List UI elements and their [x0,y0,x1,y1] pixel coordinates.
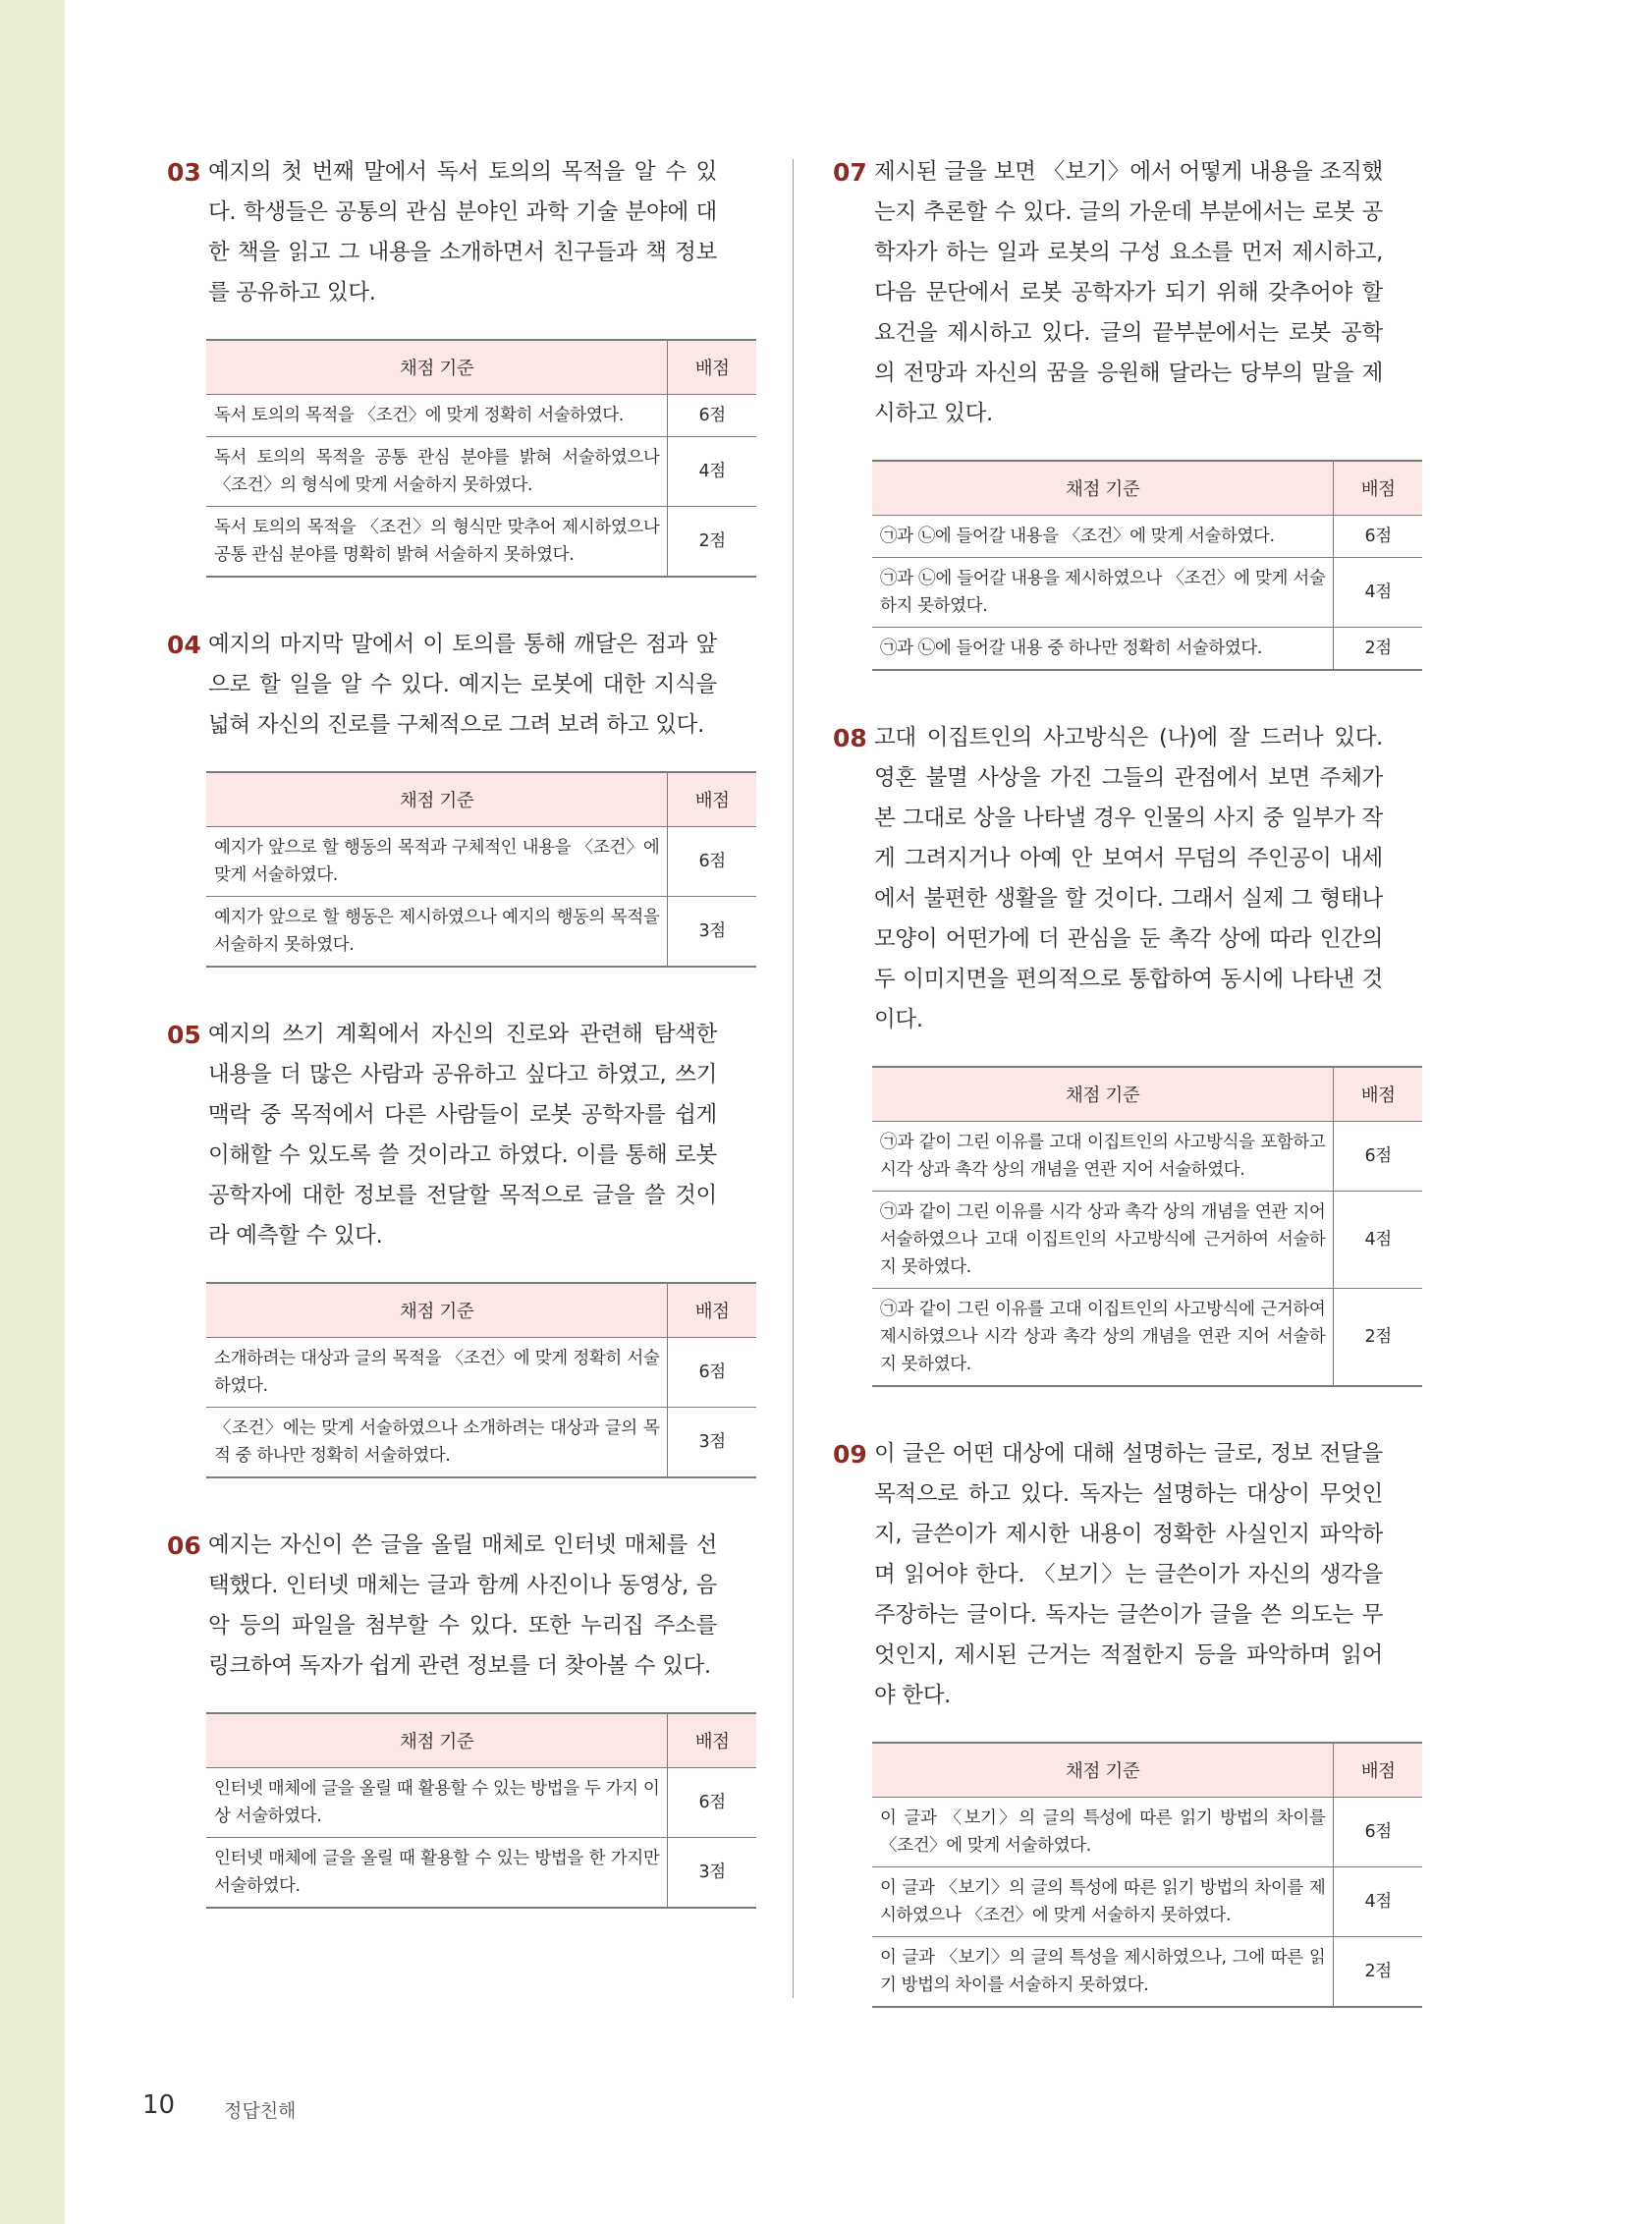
table-row [872,1122,1422,1192]
score-cell: 4점 [1334,1192,1422,1289]
question-explanation: 제시된 글을 보면 〈보기〉에서 어떻게 내용을 조직했는지 추론할 수 있다. 글의 가운데 부분에서는 로봇 공학자가 하는 일과 로봇의 구성 요소를 먼저 제시하고, 다음 문단에서 로봇 공학자가 되기 위해 갖추어야 할 요건을 제시하고 있다. 글의 끝부분에서는 로봇 공학의 전망과 자신의 꿈을 응원해 달라는 당부의 말을 제시하고 있다. [874,159,1383,426]
criteria-cell: ㉠과 같이 그린 이유를 고대 이집트인의 사고방식을 포함하고 시각 상과 촉각 상의 개념을 연관 지어 서술하였다. [872,1122,1334,1192]
score-cell: 2점 [1334,628,1422,671]
criteria-cell: 독서 토의의 목적을 공통 관심 분야를 밝혀 서술하였으나 〈조건〉의 형식에 맞게 서술하지 못하였다. [206,437,668,507]
score-cell: 4점 [668,437,756,507]
score-header: 배점 [1334,1067,1422,1122]
score-cell: 3점 [668,1408,756,1478]
question-number: 07 [833,158,867,187]
score-cell: 6점 [1334,516,1422,558]
table-row [872,558,1422,628]
question-08 [833,718,1383,1040]
question-explanation: 예지의 마지막 말에서 이 토의를 통해 깨달은 점과 앞으로 할 일을 알 수 있다. 예지는 로봇에 대한 지식을 넓혀 자신의 진로를 구체적으로 그려 보려 하고 있다. [208,632,717,738]
criteria-cell: ㉠과 ㉡에 들어갈 내용 중 하나만 정확히 서술하였다. [872,628,1334,671]
score-cell: 4점 [1334,1867,1422,1937]
score-cell: 6점 [1334,1798,1422,1867]
question-explanation: 예지는 자신이 쓴 글을 올릴 매체로 인터넷 매체를 선택했다. 인터넷 매체는 글과 함께 사진이나 동영상, 음악 등의 파일을 첨부할 수 있다. 또한 누리집 주소를 링크하여 독자가 쉽게 관련 정보를 더 찾아볼 수 있다. [208,1532,717,1679]
question-explanation: 고대 이집트인의 사고방식은 (나)에 잘 드러나 있다. 영혼 불멸 사상을 가진 그들의 관점에서 보면 주체가 본 그대로 상을 나타낼 경우 인물의 사지 중 일부가 작게 그려지거나 아예 안 보여서 무덤의 주인공이 내세에서 불편한 생활을 할 것이다. 그래서 실제 그 형태나 모양이 어떤가에 더 관심을 둔 촉각 상에 따라 인간의 두 이미지면을 편의적으로 통합하여 동시에 나타낸 것이다. [874,725,1383,1032]
criteria-header: 채점 기준 [206,1713,668,1768]
score-header: 배점 [668,1713,756,1768]
question-number: 05 [167,1021,201,1049]
table-row [206,827,756,897]
criteria-cell: ㉠과 ㉡에 들어갈 내용을 제시하였으나 〈조건〉에 맞게 서술하지 못하였다. [872,558,1334,628]
score-header: 배점 [668,1283,756,1338]
score-cell: 6점 [1334,1122,1422,1192]
table-row [872,1937,1422,2008]
score-cell: 2점 [668,507,756,578]
section-title: 정답친해 [224,2100,297,2122]
score-cell: 3점 [668,1838,756,1909]
table-header-row [206,1713,756,1768]
criteria-header: 채점 기준 [872,461,1334,516]
scoring-table-09 [872,1742,1422,2008]
table-row [206,1838,756,1909]
table-row [206,437,756,507]
question-number: 06 [167,1531,201,1560]
criteria-cell: 소개하려는 대상과 글의 목적을 〈조건〉에 맞게 정확히 서술하였다. [206,1338,668,1408]
question-explanation: 이 글은 어떤 대상에 대해 설명하는 글로, 정보 전달을 목적으로 하고 있다. 독자는 설명하는 대상이 무엇인지, 글쓴이가 제시한 내용이 정확한 사실인지 파악하며 읽어야 한다. 〈보기〉는 글쓴이가 자신의 생각을 주장하는 글이다. 독자는 글쓴이가 글을 쓴 의도는 무엇인지, 제시된 근거는 적절한지 등을 파악하며 읽어야 한다. [874,1441,1383,1708]
table-row [206,507,756,578]
criteria-header: 채점 기준 [872,1067,1334,1122]
table-row [206,897,756,968]
table-header-row [872,1743,1422,1798]
question-number: 03 [167,158,201,187]
score-cell: 6점 [668,827,756,897]
question-05 [167,1015,717,1256]
score-header: 배점 [668,772,756,827]
side-color-strip [0,0,65,2224]
criteria-cell: 독서 토의의 목적을 〈조건〉의 형식만 맞추어 제시하였으나 공통 관심 분야를 명확히 밝혀 서술하지 못하였다. [206,507,668,578]
criteria-header: 채점 기준 [206,1283,668,1338]
criteria-cell: 이 글과 〈보기〉의 글의 특성에 따른 읽기 방법의 차이를 제시하였으나 〈조건〉에 맞게 서술하지 못하였다. [872,1867,1334,1937]
table-row [206,395,756,437]
table-row [872,1289,1422,1387]
criteria-cell: 인터넷 매체에 글을 올릴 때 활용할 수 있는 방법을 한 가지만 서술하였다. [206,1838,668,1909]
scoring-table-05 [206,1282,756,1478]
table-row [872,1867,1422,1937]
right-column [833,152,1396,2008]
criteria-cell: ㉠과 같이 그린 이유를 시각 상과 촉각 상의 개념을 연관 지어 서술하였으나 고대 이집트인의 사고방식에 근거하여 서술하지 못하였다. [872,1192,1334,1289]
table-row [206,1338,756,1408]
question-number: 08 [833,724,867,752]
question-explanation: 예지의 첫 번째 말에서 독서 토의의 목적을 알 수 있다. 학생들은 공통의 관심 분야인 과학 기술 분야에 대한 책을 읽고 그 내용을 소개하면서 친구들과 책 정보를 공유하고 있다. [208,159,717,306]
question-06 [167,1526,717,1687]
column-divider [793,159,794,1998]
table-row [872,1192,1422,1289]
table-header-row [872,1067,1422,1122]
criteria-cell: 예지가 앞으로 할 행동은 제시하였으나 예지의 행동의 목적을 서술하지 못하였다. [206,897,668,968]
criteria-cell: 이 글과 〈보기〉의 글의 특성에 따른 읽기 방법의 차이를 〈조건〉에 맞게 서술하였다. [872,1798,1334,1867]
scoring-table-03 [206,339,756,578]
criteria-cell: 이 글과 〈보기〉의 글의 특성을 제시하였으나, 그에 따른 읽기 방법의 차이를 서술하지 못하였다. [872,1937,1334,2008]
left-column [167,152,730,1909]
criteria-cell: ㉠과 같이 그린 이유를 고대 이집트인의 사고방식에 근거하여 제시하였으나 시각 상과 촉각 상의 개념을 연관 지어 서술하지 못하였다. [872,1289,1334,1387]
score-cell: 2점 [1334,1937,1422,2008]
question-number: 09 [833,1440,867,1469]
question-03 [167,152,717,313]
table-row [872,1798,1422,1867]
question-04 [167,625,717,746]
score-header: 배점 [1334,1743,1422,1798]
table-header-row [206,1283,756,1338]
table-row [206,1768,756,1838]
scoring-table-08 [872,1066,1422,1387]
criteria-header: 채점 기준 [206,340,668,395]
table-header-row [206,340,756,395]
score-cell: 6점 [668,1768,756,1838]
table-header-row [206,772,756,827]
score-cell: 6점 [668,1338,756,1408]
table-row [872,628,1422,671]
score-cell: 2점 [1334,1289,1422,1387]
criteria-cell: 〈조건〉에는 맞게 서술하였으나 소개하려는 대상과 글의 목적 중 하나만 정확히 서술하였다. [206,1408,668,1478]
scoring-table-06 [206,1712,756,1909]
question-09 [833,1434,1383,1716]
page-number: 10 [142,2090,176,2120]
criteria-cell: 독서 토의의 목적을 〈조건〉에 맞게 정확히 서술하였다. [206,395,668,437]
table-header-row [872,461,1422,516]
score-cell: 4점 [1334,558,1422,628]
question-number: 04 [167,631,201,659]
scoring-table-04 [206,771,756,968]
question-explanation: 예지의 쓰기 계획에서 자신의 진로와 관련해 탐색한 내용을 더 많은 사람과 공유하고 싶다고 하였고, 쓰기 맥락 중 목적에서 다른 사람들이 로봇 공학자를 쉽게 이해할 수 있도록 쓸 것이라고 하였다. 이를 통해 로봇 공학자에 대한 정보를 전달할 목적으로 글을 쓸 것이라 예측할 수 있다. [208,1022,717,1249]
criteria-header: 채점 기준 [872,1743,1334,1798]
table-row [206,1408,756,1478]
criteria-cell: ㉠과 ㉡에 들어갈 내용을 〈조건〉에 맞게 서술하였다. [872,516,1334,558]
score-cell: 6점 [668,395,756,437]
scoring-table-07 [872,460,1422,671]
score-header: 배점 [668,340,756,395]
criteria-cell: 예지가 앞으로 할 행동의 목적과 구체적인 내용을 〈조건〉에 맞게 서술하였다. [206,827,668,897]
table-row [872,516,1422,558]
score-header: 배점 [1334,461,1422,516]
score-cell: 3점 [668,897,756,968]
criteria-cell: 인터넷 매체에 글을 올릴 때 활용할 수 있는 방법을 두 가지 이상 서술하였다. [206,1768,668,1838]
question-07 [833,152,1383,434]
criteria-header: 채점 기준 [206,772,668,827]
